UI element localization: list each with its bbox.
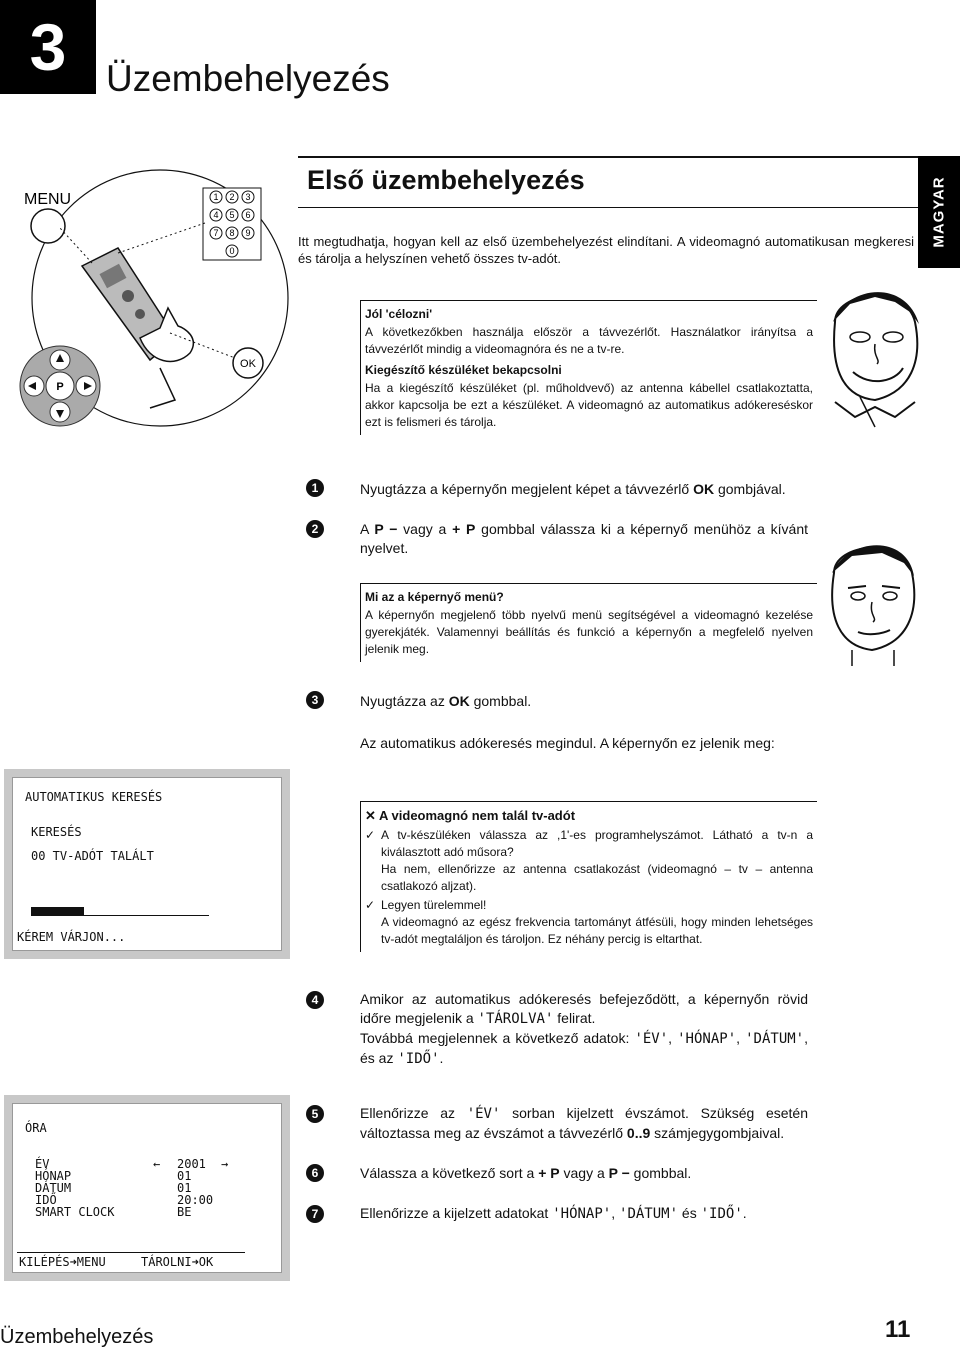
p-minus-key-label: P −: [608, 1165, 630, 1181]
section-rule: [298, 207, 918, 208]
note-text: A következőkben használja először a távvezérlőt. Használatkor irányítsa a távvezérlőt mindig a videomagnóra és ne a tv-re.: [365, 325, 813, 356]
step-7-text: Ellenőrizze a kijelzett adatokat 'HÓNAP', 'DÁTUM' és 'IDŐ'.: [360, 1205, 747, 1222]
p-plus-key-label: + P: [452, 521, 476, 537]
tv-screen-clock: [4, 1095, 290, 1281]
screen-status: KERESÉS: [31, 825, 82, 839]
note-aiming: [360, 300, 817, 435]
keypad-key-label: 7: [213, 228, 219, 238]
tv-screen-search: [4, 769, 290, 959]
trouble-box: [360, 801, 817, 952]
setting-value: 2001: [177, 1157, 206, 1171]
keypad-key-label: 6: [245, 210, 251, 220]
setting-value: 01: [177, 1169, 192, 1183]
setting-value: 01: [177, 1181, 192, 1195]
step-number-2: 2: [306, 520, 324, 538]
cartoon-face-thinking-icon: [812, 538, 927, 668]
step-number-6: 6: [306, 1164, 324, 1182]
keypad-key-label: 8: [229, 228, 235, 238]
footer-title: Üzembehelyezés: [0, 1326, 154, 1348]
page-number: 11: [885, 1316, 911, 1343]
screen-found-count: 00 TV-ADÓT TALÁLT: [31, 849, 154, 863]
step-number-4: 4: [306, 991, 324, 1009]
p-plus-key-label: + P: [538, 1165, 560, 1181]
setting-value: 20:00: [177, 1193, 214, 1207]
step-number-3: 3: [306, 691, 324, 709]
digit-keys-label: 0..9: [626, 1125, 651, 1141]
exit-hint: KILÉPÉS➜MENU: [19, 1255, 106, 1269]
trouble-item-2: ✓ Legyen türelemmel! A videomagnó az egész frekvencia tartományt átfésüli, hogy minden lehetséges tv-adót megtaláljon és tároljon. Ez néhány percig is eltarthat.: [365, 898, 813, 946]
clock-setting-row: [35, 1182, 275, 1194]
language-tab: MAGYAR: [918, 156, 960, 268]
progress-fill: [31, 907, 84, 915]
step-3-result-text: Az automatikus adókeresés megindul. A képernyőn ez jelenik meg:: [360, 735, 775, 751]
chapter-number: 3: [0, 0, 96, 94]
menu-button-icon: [31, 209, 65, 243]
remote-control-illustration: [0, 168, 300, 448]
note-heading: Jól 'célozni': [365, 307, 433, 321]
keypad-key-label: 9: [245, 228, 251, 238]
keypad-key-label: 5: [229, 210, 235, 220]
keypad-key-label: 3: [245, 192, 251, 202]
step-2-text: A P − vagy a + P gombbal válassza ki a képernyő menühöz a kívánt nyelvet.: [360, 521, 808, 556]
check-icon: ✓: [365, 898, 376, 912]
screen-footer-rule: [17, 1252, 245, 1253]
clock-setting-row: [35, 1206, 275, 1218]
step-4-text: Amikor az automatikus adókeresés befejeződött, a képernyőn rövid időre megjelenik a 'TÁROLVA' felirat. Továbbá megjelennek a következő adatok: 'ÉV', 'HÓNAP', 'DÁTUM', és az 'IDŐ'.: [360, 991, 809, 1067]
screen-title: ÓRA: [25, 1121, 47, 1135]
keypad-key-label: 0: [229, 246, 235, 256]
p-minus-key-label: P −: [374, 521, 398, 537]
setting-label: SMART CLOCK: [35, 1205, 115, 1219]
note-text: A képernyőn megjelenő több nyelvű menü segítségével a videomagnó kezelése gyerekjáték. Valamennyi beállítás és funkció a képernyőn a megfelelő nyelven jelenik meg.: [365, 608, 813, 656]
step-5-text: Ellenőrizze az 'ÉV' sorban kijelzett évszámot. Szükség esetén változtassa meg az évszámot a távvezérlő 0..9 számjegygombjaival.: [360, 1105, 809, 1141]
arrow-right-icon: →: [221, 1157, 229, 1171]
check-icon: ✓: [365, 828, 376, 842]
trouble-heading: ✕ A videomagnó nem talál tv-adót: [365, 808, 576, 823]
setting-label: HÓNAP: [35, 1169, 72, 1183]
ok-key-label: OK: [448, 693, 470, 709]
setting-label: ÉV: [35, 1157, 50, 1171]
step-number-1: 1: [306, 479, 324, 497]
setting-value: BE: [177, 1205, 192, 1219]
step-number-5: 5: [306, 1105, 324, 1123]
intro-text: Itt megtudhatja, hogyan kell az első üzembehelyezést elindítani. A videomagnó automatikusan megkeresi és tárolja a helyszínen vehető összes tv-adót.: [298, 234, 914, 266]
step-6-text: Válassza a következő sort a + P vagy a P − gombbal.: [360, 1165, 692, 1181]
title-rule: [298, 156, 918, 158]
setting-label: IDŐ: [35, 1193, 57, 1207]
step-3-text: Nyugtázza az OK gombbal.: [360, 693, 532, 709]
note-heading-2: Kiegészítő készüléket bekapcsolni: [365, 363, 562, 377]
store-hint: TÁROLNI➜OK: [141, 1255, 214, 1269]
arrow-left-icon: ←: [153, 1157, 161, 1171]
cartoon-face-smiling-icon: [815, 282, 927, 432]
note-screen-menu: [360, 583, 817, 662]
progress-bar: [31, 907, 209, 916]
svg-text:P: P: [56, 381, 64, 393]
chapter-title: Üzembehelyezés: [106, 58, 390, 99]
ok-key-label: OK: [693, 481, 715, 497]
step-number-7: 7: [306, 1205, 324, 1223]
setting-label: DÁTUM: [35, 1181, 72, 1195]
section-title: Első üzembehelyezés: [307, 165, 585, 195]
keypad-key-label: 2: [229, 192, 235, 202]
trouble-item-1: ✓ A tv-készüléken válassza az ,1'-es programhelyszámot. Látható a tv-n a kiválasztott adó műsora? Ha nem, ellenőrizze az antenna csatlakozást (videomagnó – tv – antenna csatlakozó aljzat).: [365, 828, 813, 893]
step-1-text: Nyugtázza a képernyőn megjelent képet a távvezérlő OK gombjával.: [360, 481, 786, 497]
clock-setting-row: [35, 1170, 275, 1182]
menu-label: MENU: [24, 191, 72, 208]
note-text-2: Ha a kiegészítő készüléket (pl. műholdvevő) az antenna kábellel csatlakoztatta, akkor kapcsolja be ezt a készüléket. A videomagnó az automatikus adókereséskor ezt is felismeri és tárolja.: [365, 381, 813, 429]
screen-wait-text: KÉREM VÁRJON...: [17, 930, 126, 944]
direction-pad-icon: [20, 346, 100, 426]
ok-label: OK: [240, 358, 256, 370]
keypad-key-label: 1: [213, 192, 219, 202]
cross-icon: ✕: [365, 808, 380, 823]
note-heading: Mi az a képernyő menü?: [365, 590, 504, 604]
screen-title: AUTOMATIKUS KERESÉS: [25, 790, 163, 804]
clock-setting-row: [35, 1158, 275, 1170]
clock-settings-list: [35, 1158, 275, 1218]
keypad-key-label: 4: [213, 210, 219, 220]
